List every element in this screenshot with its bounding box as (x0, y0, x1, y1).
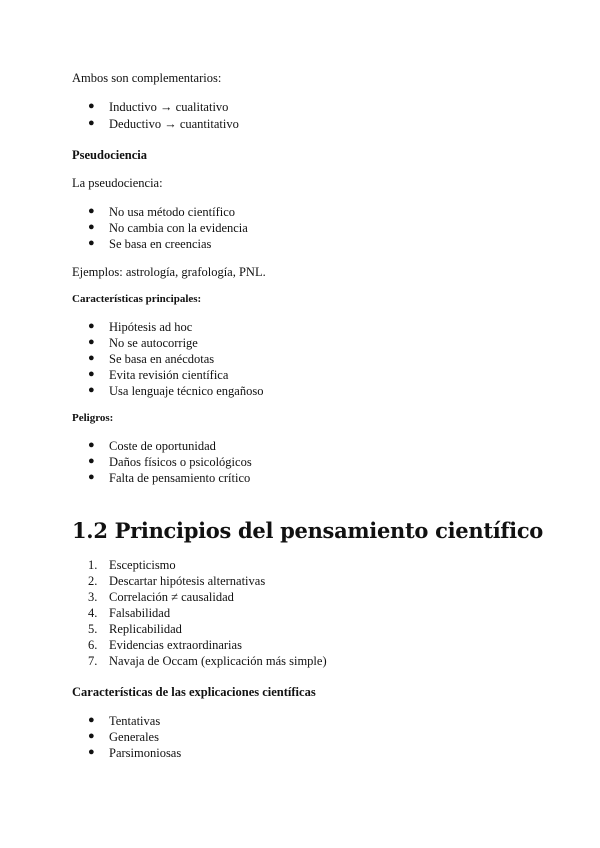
bullet-icon: ● (88, 320, 95, 332)
bullet-icon: ● (88, 100, 95, 112)
bullet-icon: ● (88, 221, 95, 233)
bullet-icon: ● (88, 730, 95, 742)
paragraph: La pseudociencia: (72, 176, 163, 190)
paragraph: Ejemplos: astrología, grafología, PNL. (72, 265, 266, 279)
intro-text: Ambos son complementarios: (72, 71, 222, 85)
section-heading-peligros: Peligros: (72, 412, 114, 424)
bullet-icon: ● (88, 439, 95, 451)
section-heading-explicaciones: Características de las explicaciones científicas (72, 685, 316, 699)
bullet-icon: ● (88, 746, 95, 758)
section-heading-pseudociencia: Pseudociencia (72, 148, 147, 162)
bullet-icon: ● (88, 471, 95, 483)
bullet-icon: ● (88, 352, 95, 364)
bullet-icon: ● (88, 336, 95, 348)
document-page: Ambos son complementarios: ● Inductivo → cualitativo ● Deductivo → cuantitativo Pseudociencia La pseudociencia: ● No usa método científico ● No cambia con la evidencia ● Se basa en creencias Ejemplos: astrología, grafología, PNL. Características principales: ● Hipótesis ad hoc ● No se autocorrige ● Se basa en anécdotas ● Evita revisión científica ● Usa lenguaje técnico engañoso Peligros: ● Coste de oportunidad ● Daños físicos o psicológicos ● Falta de pensamiento crítico 1.2 Principios del pensamiento científico 1. Escepticismo 2. Descartar hipótesis alternativas 3. Correlación ≠ causalidad 4. Falsabilidad 5. Replicabilidad 6. Evidencias extraordinarias 7. Navaja de Occam (explicación más simple) Características de las explicaciones científicas ● Tentativas ● Generales ● Parsimoniosas (72, 71, 544, 760)
section-heading-caracteristicas: Características principales: (72, 293, 202, 305)
bullet-icon: ● (88, 205, 95, 217)
bullet-icon: ● (88, 714, 95, 726)
bullet-icon: ● (88, 117, 95, 129)
section-heading-principios: 1.2 Principios del pensamiento científico (72, 518, 544, 543)
bullet-icon: ● (88, 368, 95, 380)
bullet-icon: ● (88, 384, 95, 396)
bullet-icon: ● (88, 237, 95, 249)
bullet-icon: ● (88, 455, 95, 467)
